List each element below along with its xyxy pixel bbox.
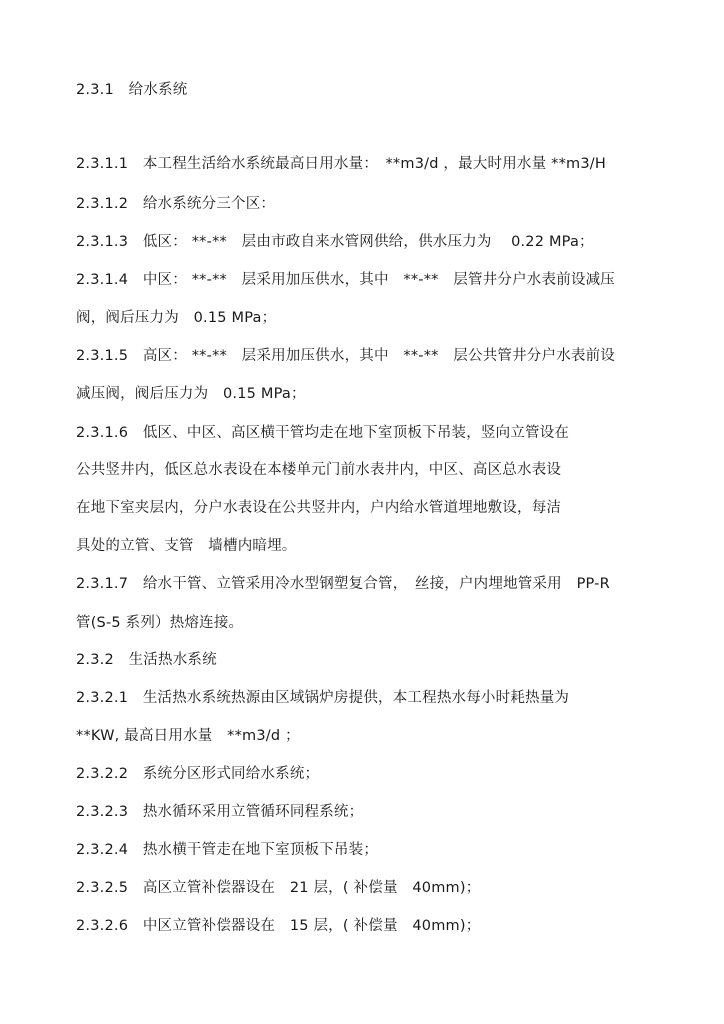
text-line: 2.3.2.1 生活热水系统热源由区域锅炉房提供，本工程热水每小时耗热量为 (76, 690, 570, 706)
text-line: 减压阀，阀后压力为 0.15 MPa； (76, 386, 306, 402)
text-line: 2.3.1.4 中区： **-** 层采用加压供水，其中 **-** 层管井分户水表前设减压 (76, 272, 615, 288)
text-line: 具处的立管、支管 墙槽内暗埋。 (76, 538, 297, 554)
text-line: 2.3.2.3 热水循环采用立管循环同程系统； (76, 804, 364, 820)
text-line: 2.3.1.2 给水系统分三个区： (76, 196, 276, 212)
text-line: 在地下室夹层内，分户水表设在公共竖井内，户内给水管道埋地敷设，每洁 (76, 500, 562, 516)
text-line: 2.3.1.6 低区、中区、高区横干管均走在地下室顶板下吊装，竖向立管设在 (76, 425, 570, 441)
text-line: **KW, 最高日用水量 **m3/d ； (76, 728, 300, 744)
section-heading-hot-water: 2.3.2 生活热水系统 (76, 652, 217, 668)
section-heading-water-supply: 2.3.1 给水系统 (76, 82, 188, 98)
text-line: 2.3.1.7 给水干管、立管采用冷水型钢塑复合管， 丝接，户内埋地管采用 PP-R (76, 576, 610, 592)
text-line: 阀，阀后压力为 0.15 MPa； (76, 310, 277, 326)
text-line: 2.3.2.4 热水横干管走在地下室顶板下吊装； (76, 842, 379, 858)
text-line: 2.3.2.6 中区立管补偿器设在 15 层，( 补偿量 40mm)； (76, 918, 481, 934)
text-line: 2.3.1.1 本工程生活给水系统最高日用水量： **m3/d ，最大时用水量 **m3/H (76, 156, 606, 172)
text-line: 2.3.1.5 高区： **-** 层采用加压供水，其中 **-** 层公共管井分户水表前设 (76, 348, 615, 364)
text-line: 2.3.2.2 系统分区形式同给水系统； (76, 766, 320, 782)
text-line: 2.3.1.3 低区： **-** 层由市政自来水管网供给，供水压力为 0.22 MPa； (76, 234, 594, 250)
text-line: 管(S-5 系列）热熔连接。 (76, 615, 244, 631)
text-line: 2.3.2.5 高区立管补偿器设在 21 层，( 补偿量 40mm)； (76, 880, 481, 896)
text-line: 公共竖井内，低区总水表设在本楼单元门前水表井内，中区、高区总水表设 (76, 462, 562, 478)
